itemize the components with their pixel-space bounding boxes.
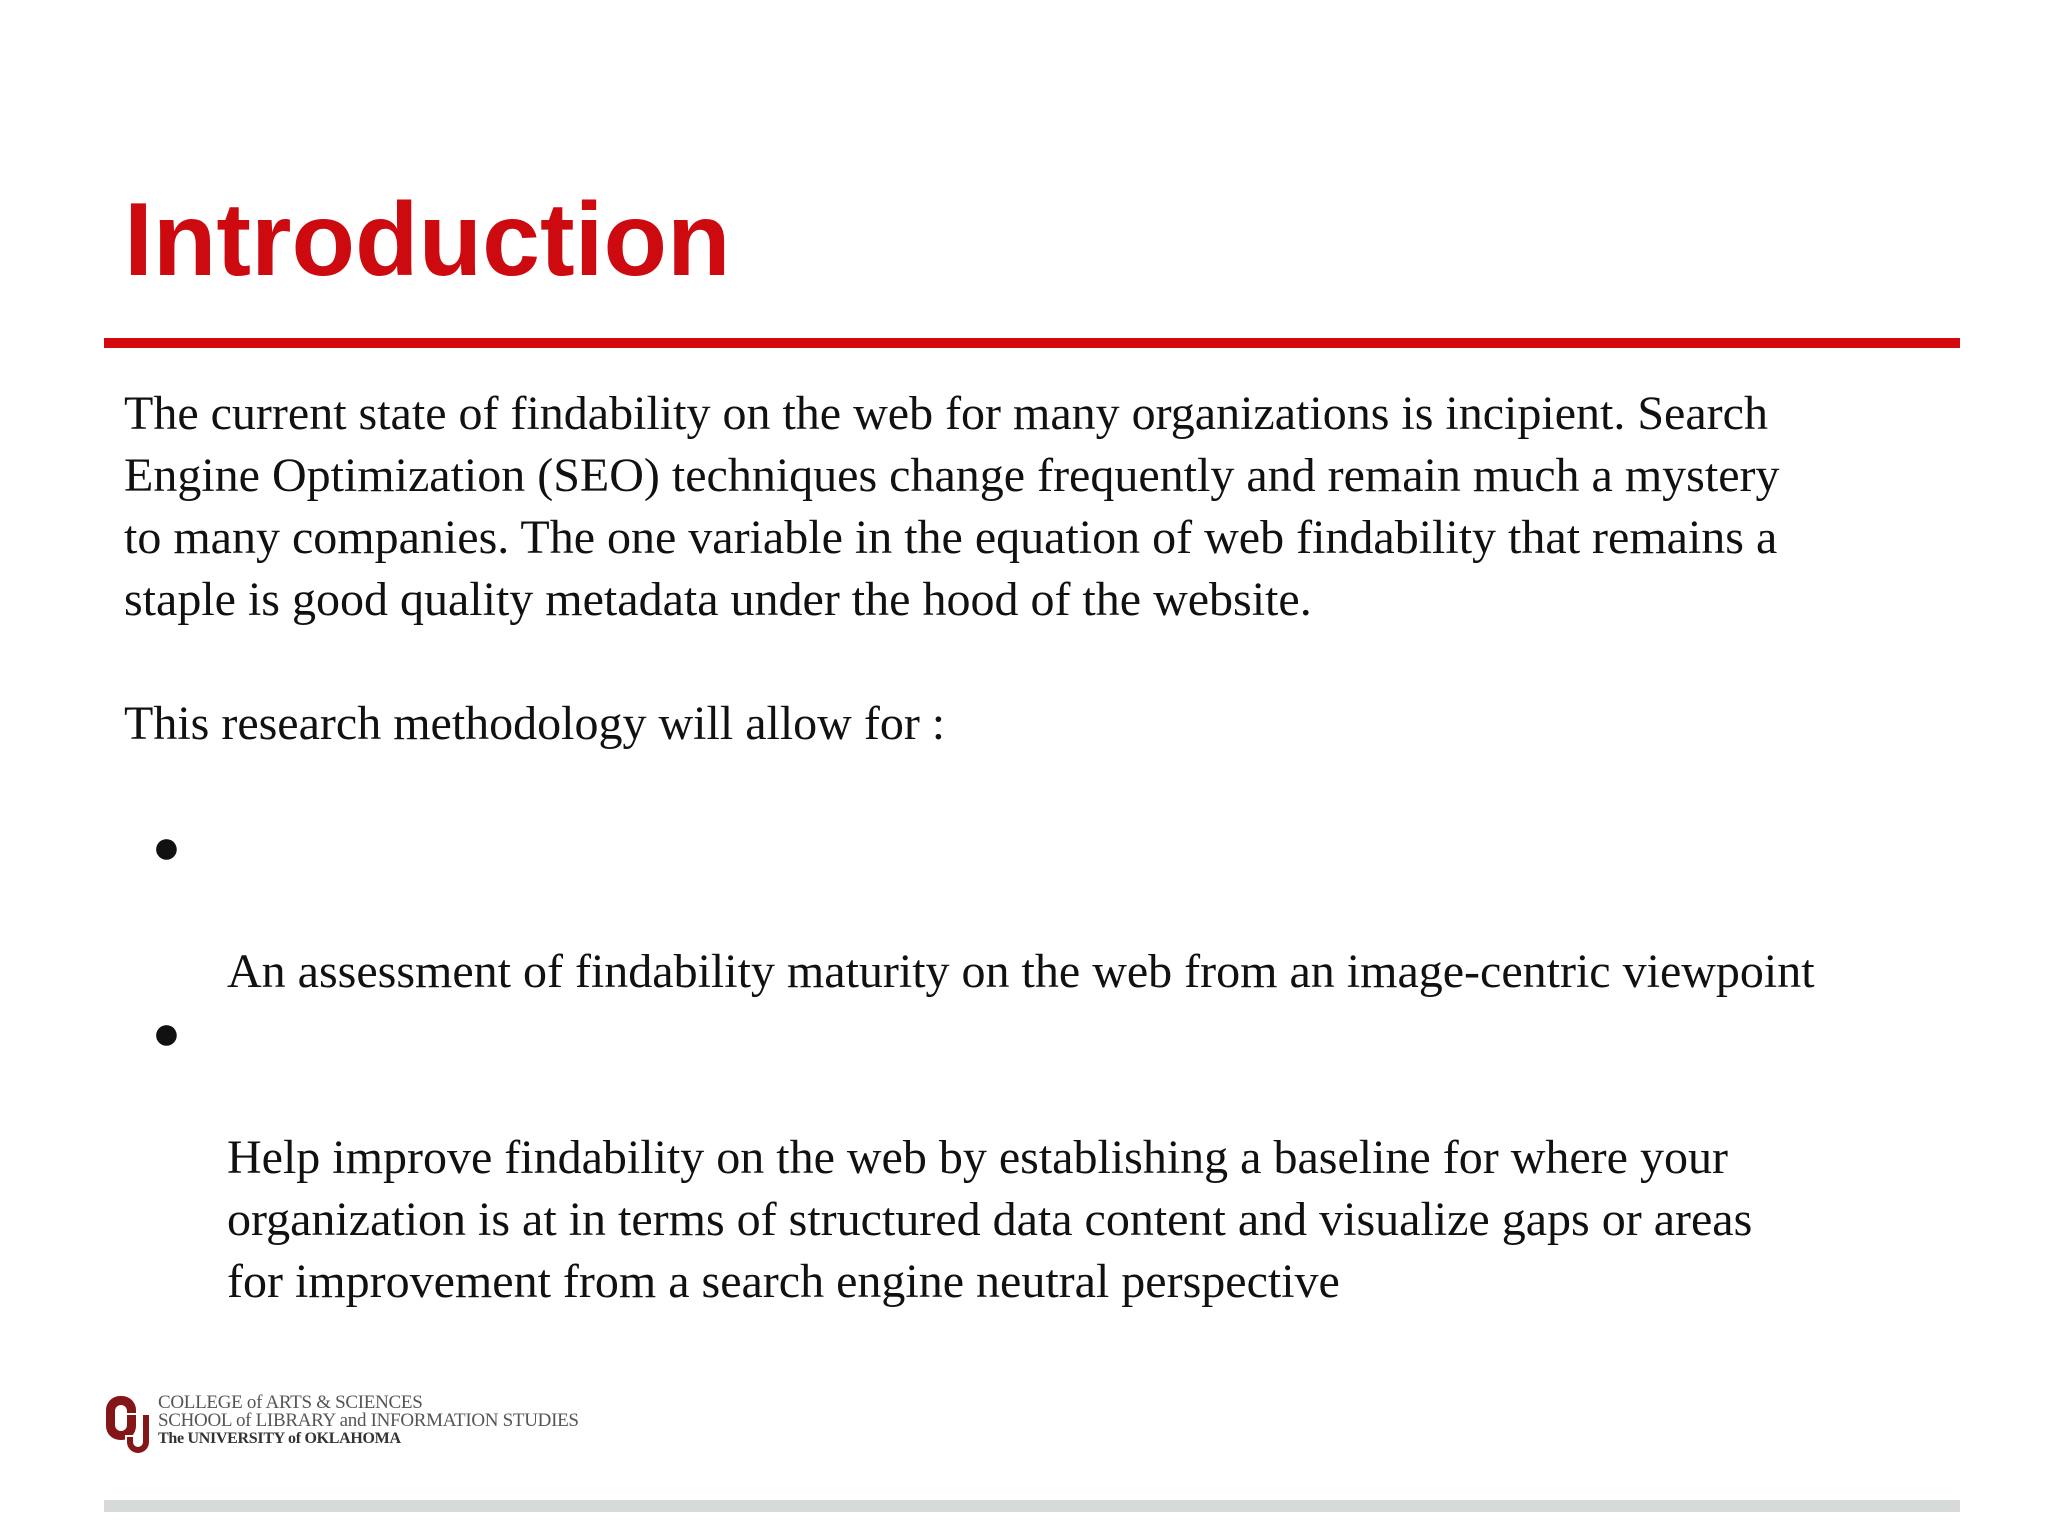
bullet-text: Help improve findability on the web by establishing a baseline for where your organization is at in terms of structured data content and visualize gaps or areas for improvement from a search engine neutral perspective [227, 1131, 1753, 1308]
intro-paragraph: The current state of findability on the web for many organizations is incipient. Search Engine Optimization (SEO) techniques change frequently and remain much a mystery to many companies. The one variable in the equation of web findability that remains a staple is good quality metadata under the hood of the website. [124, 387, 1780, 626]
logo-line-university: The UNIVERSITY of OKLAHOMA [158, 1430, 401, 1447]
bullet-text: An assessment of findability maturity on the web from an image-centric viewpoint [227, 945, 1815, 998]
slide-body [124, 383, 2004, 1313]
bullet-dot-icon: ● [152, 821, 181, 874]
bullet-dot-icon: ● [152, 1007, 181, 1060]
bullet-item-assessment [124, 817, 2004, 1003]
slide-title: Introduction [124, 182, 731, 298]
bullet-list [124, 817, 2004, 1313]
bullet-item-improve [124, 1003, 2004, 1313]
footer-bar [104, 1500, 1960, 1512]
university-logo [104, 1390, 624, 1460]
methodology-lead-in: This research methodology will allow for : [124, 697, 946, 750]
logo-line-college: COLLEGE of ARTS & SCIENCES [158, 1392, 423, 1413]
title-underline [104, 338, 1960, 348]
logo-line-school: SCHOOL of LIBRARY and INFORMATION STUDIES [158, 1410, 579, 1431]
ou-monogram-icon [104, 1390, 154, 1460]
logo-text [158, 1394, 579, 1448]
